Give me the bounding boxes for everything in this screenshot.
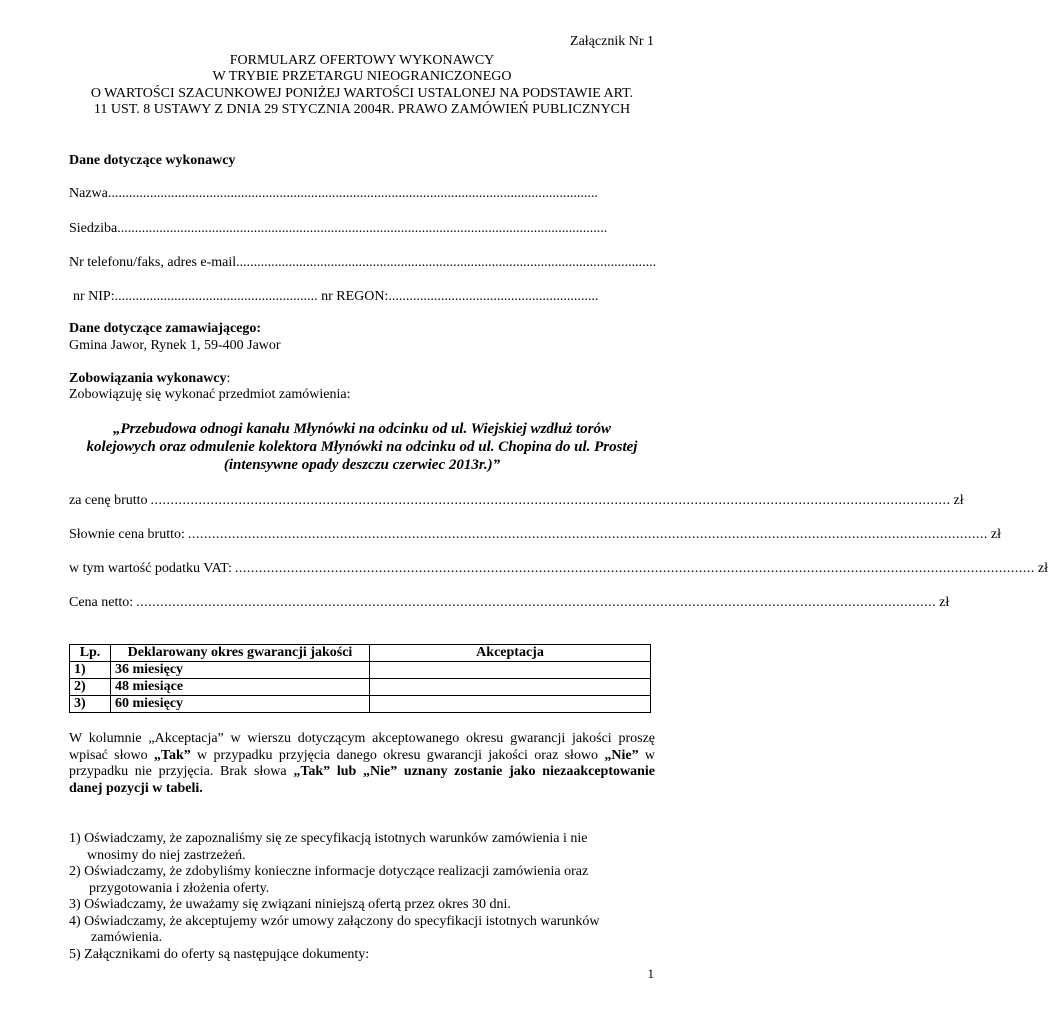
net-price-field[interactable] <box>69 595 950 612</box>
table-header-row <box>70 645 651 662</box>
acceptance-instruction <box>69 731 655 797</box>
orderer-value: Gmina Jawor, Rynek 1, 59-400 Jawor <box>69 338 281 353</box>
instruction-text: uznany zostanie jako niezaakceptowanie danej pozycji w tabeli. <box>69 764 655 796</box>
vat-dotted-line: ........................................................................................................................................................................................................ <box>234 561 1035 576</box>
project-title-line: kolejowych oraz odmulenie kolektora Młynówki na odcinku od ul. Chopina do ul. Prostej <box>86 439 638 455</box>
seat-dotted-line: ............................................................................................................................................ <box>117 221 608 236</box>
name-dotted-line: ............................................................................................................................................ <box>107 186 598 201</box>
project-title-line: „Przebudowa odnogi kanału Młynówki na odcinku od ul. Wiejskiej wzdłuż torów <box>112 421 612 437</box>
orderer-section-title: Dane dotyczące zamawiającego: <box>69 321 262 336</box>
currency-unit: zł <box>953 493 964 508</box>
currency-unit: zł <box>990 527 1001 542</box>
annex-label: Załącznik Nr 1 <box>570 34 654 49</box>
nip-regon-field[interactable] <box>73 289 663 306</box>
row-period: 60 miesięcy <box>111 696 370 713</box>
form-heading <box>40 53 684 118</box>
list-item-text: 3) Oświadczamy, że uważamy się związani niniejszą ofertą przez okres 30 dni. <box>69 897 511 912</box>
list-item-continuation: wnosimy do niej zastrzeżeń. <box>87 847 246 863</box>
row-lp: 2) <box>70 679 111 696</box>
row-period: 48 miesiące <box>111 679 370 696</box>
page-number: 1 <box>647 966 654 981</box>
words-price-dotted-line: ........................................................................................................................................................................................................ <box>187 527 988 542</box>
contact-label: Nr telefonu/faks, adres e-mail <box>69 255 237 270</box>
heading-line: O WARTOŚCI SZACUNKOWEJ PONIŻEJ WARTOŚCI USTALONEJ NA PODSTAWIE ART. <box>90 85 634 101</box>
obligations-text: Zobowiązuję się wykonać przedmiot zamówienia: <box>69 387 351 402</box>
gross-price-field[interactable] <box>69 493 964 510</box>
table-row <box>70 662 651 679</box>
seat-field[interactable] <box>69 221 659 238</box>
header-lp: Lp. <box>70 645 111 662</box>
nip-label: nr NIP: <box>73 289 115 304</box>
instruction-text: lub <box>330 764 364 779</box>
row-acceptance-cell[interactable] <box>370 662 651 679</box>
list-item-text: 1) Oświadczamy, że zapoznaliśmy się ze specyfikacją istotnych warunków zamówienia i nie <box>69 831 588 846</box>
list-item-text: 4) Oświadczamy, że akceptujemy wzór umowy załączony do specyfikacji istotnych warunków <box>69 913 600 929</box>
project-title-line: (intensywne opady deszczu czerwiec 2013r.)” <box>223 457 501 473</box>
header-period: Deklarowany okres gwarancji jakości <box>111 645 370 662</box>
table-row <box>70 696 651 713</box>
contractor-section-title: Dane dotyczące wykonawcy <box>69 153 236 168</box>
net-price-dotted-line: ........................................................................................................................................................................................................ <box>136 595 937 610</box>
row-period: 36 miesięcy <box>111 662 370 679</box>
instruction-nie: „Nie” <box>604 747 639 763</box>
obligations-title-text: Zobowiązania wykonawcy <box>69 371 227 386</box>
heading-line: FORMULARZ OFERTOWY WYKONAWCY <box>229 53 495 68</box>
heading-line: W TRYBIE PRZETARGU NIEOGRANICZONEGO <box>212 69 512 85</box>
heading-line: 11 UST. 8 USTAWY Z DNIA 29 STYCZNIA 2004R. PRAWO ZAMÓWIEŃ PUBLICZNYCH <box>93 101 631 117</box>
gross-price-dotted-line: ........................................................................................................................................................................................................ <box>150 493 951 508</box>
list-item <box>69 864 655 897</box>
instruction-tak: „Tak” <box>153 747 191 763</box>
vat-field[interactable] <box>69 561 1048 578</box>
list-item-continuation: przygotowania i złożenia oferty. <box>89 880 270 896</box>
name-field[interactable] <box>69 186 659 203</box>
words-price-field[interactable] <box>69 527 1001 544</box>
name-label: Nazwa <box>69 186 108 201</box>
vat-label: w tym wartość podatku VAT: <box>69 561 232 576</box>
row-acceptance-cell[interactable] <box>370 679 651 696</box>
row-acceptance-cell[interactable] <box>370 696 651 713</box>
instruction-text: w przypadku nie przyjęcia. Brak słowa <box>69 747 655 779</box>
instruction-text: w przypadku przyjęcia danego okresu gwarancji jakości oraz słowo <box>190 747 605 763</box>
list-item <box>69 897 655 914</box>
table-row <box>70 679 651 696</box>
obligations-title <box>69 371 230 388</box>
warranty-table <box>69 644 651 713</box>
net-price-label: Cena netto: <box>69 595 134 610</box>
list-item <box>69 947 655 964</box>
gross-price-label: za cenę brutto <box>69 493 148 508</box>
project-title <box>60 420 664 474</box>
list-item <box>69 831 655 864</box>
currency-unit: zł <box>939 595 950 610</box>
contact-dotted-line: ........................................................................................................................ <box>236 255 657 270</box>
instruction-nie: „Nie” <box>363 764 398 779</box>
declarations-list <box>69 831 655 963</box>
regon-label: nr REGON: <box>321 289 389 304</box>
list-item <box>69 914 655 947</box>
contact-field[interactable] <box>69 255 659 272</box>
nip-dotted-line: .......................................................... <box>114 289 318 304</box>
currency-unit: zł <box>1037 561 1048 576</box>
row-lp: 3) <box>70 696 111 713</box>
obligations-colon: : <box>226 371 231 386</box>
list-item-text: 5) Załącznikami do oferty są następujące dokumenty: <box>69 946 370 962</box>
instruction-text: W kolumnie „Akceptacja” w wierszu dotyczącym akceptowanego okresu gwarancji jakości proszę wpisać słowo <box>69 731 655 763</box>
words-price-label: Słownie cena brutto: <box>69 527 185 542</box>
list-item-continuation: zamówienia. <box>91 930 163 945</box>
seat-label: Siedziba <box>69 221 118 236</box>
instruction-tak: „Tak” <box>293 764 331 779</box>
regon-dotted-line: ............................................................ <box>388 289 599 304</box>
list-item-text: 2) Oświadczamy, że zdobyliśmy konieczne informacje dotyczące realizacji zamówienia oraz <box>69 864 589 879</box>
row-lp: 1) <box>70 662 111 679</box>
header-acceptance: Akceptacja <box>370 645 651 662</box>
